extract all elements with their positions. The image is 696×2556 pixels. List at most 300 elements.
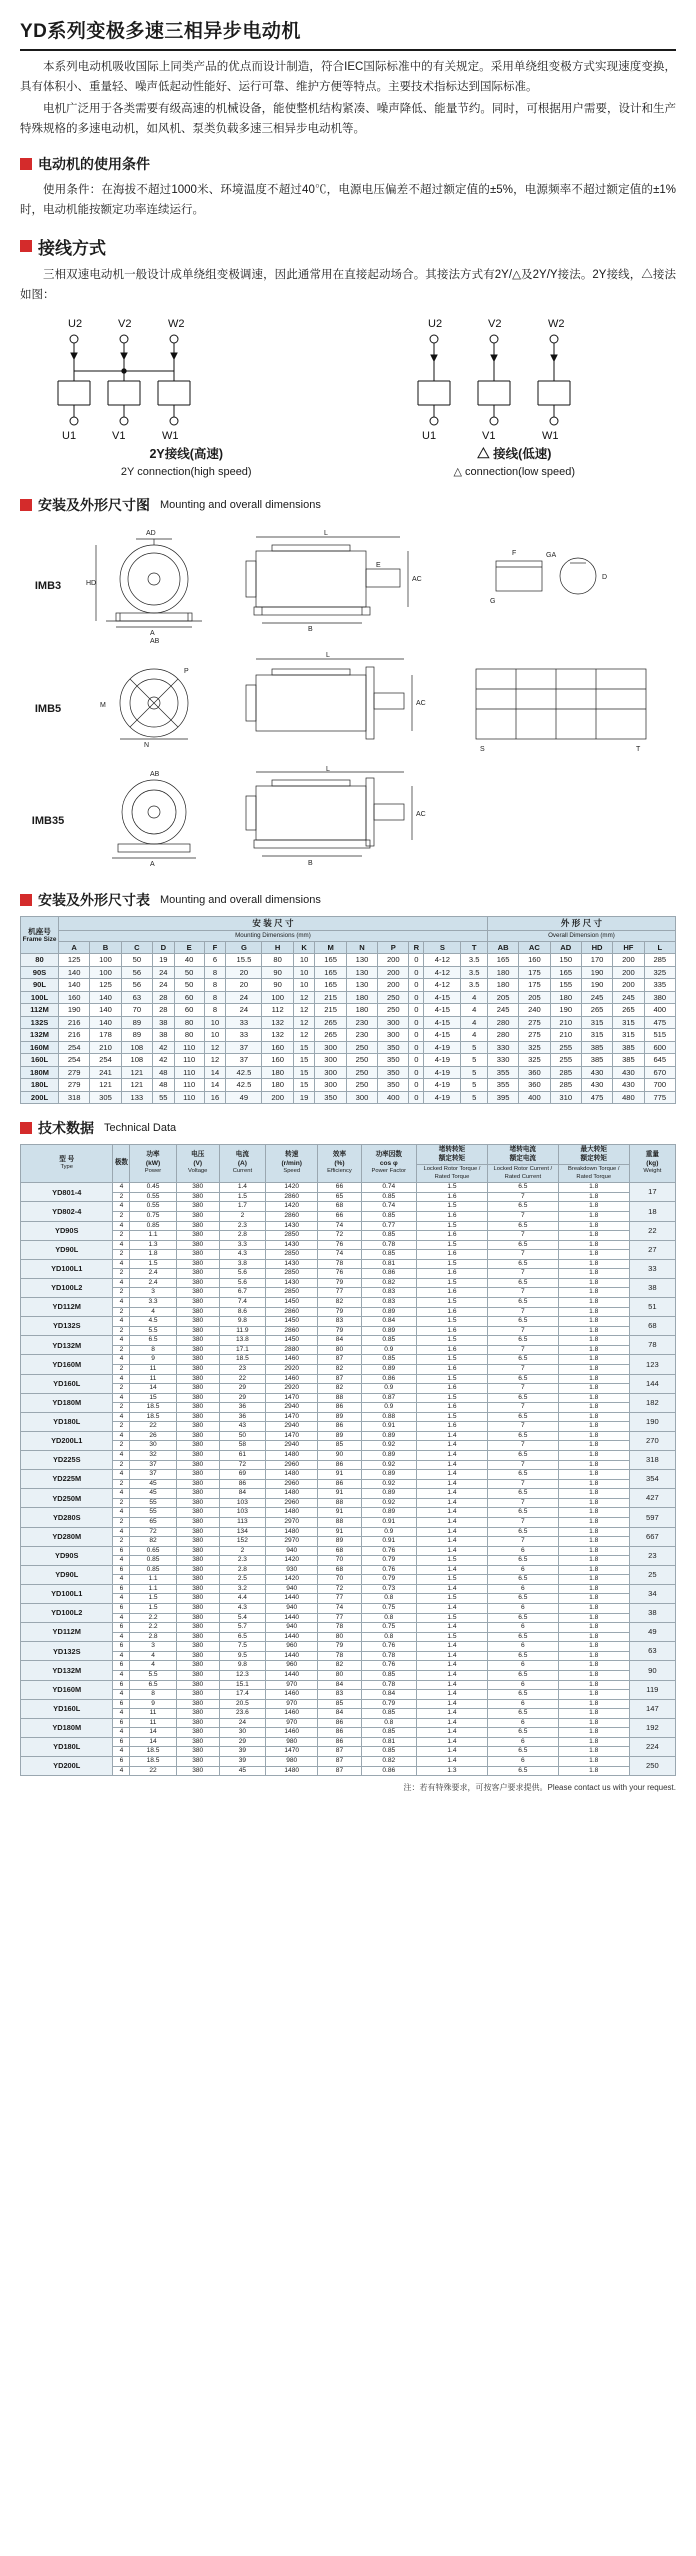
tech-cell-lt: 1.4 bbox=[417, 1537, 488, 1547]
tech-cell-cur: 1.4 bbox=[219, 1183, 265, 1193]
tech-cell-eff: 78 bbox=[318, 1651, 361, 1661]
tech-cell-v: 380 bbox=[176, 1527, 219, 1537]
tech-cell-eff: 79 bbox=[318, 1642, 361, 1652]
tech-th-efficiency bbox=[318, 1145, 361, 1183]
tech-cell-bt: 1.8 bbox=[558, 1441, 629, 1451]
weight-cell: 147 bbox=[629, 1699, 675, 1718]
tech-cell-rpm: 940 bbox=[266, 1623, 318, 1633]
tech-cell-cur: 103 bbox=[219, 1498, 265, 1508]
dim-cell: 0 bbox=[409, 979, 424, 991]
tech-th-breakdown-torque bbox=[558, 1145, 629, 1165]
tech-cell-cur: 7.5 bbox=[219, 1642, 265, 1652]
motor-type-cell: YD100L2 bbox=[21, 1604, 113, 1623]
tech-cell-cur: 5.4 bbox=[219, 1613, 265, 1623]
tech-cell-eff: 80 bbox=[318, 1632, 361, 1642]
tech-cell-rpm: 1480 bbox=[266, 1508, 318, 1518]
tech-cell-bt: 1.8 bbox=[558, 1670, 629, 1680]
dim-cell: 160 bbox=[519, 954, 550, 966]
frame-size-cell: 200L bbox=[21, 1091, 59, 1103]
tech-cell-p: 2 bbox=[113, 1345, 130, 1355]
dim-cell: 4-12 bbox=[424, 966, 461, 978]
tech-cell-pf: 0.78 bbox=[361, 1680, 416, 1690]
dim-cell: 300 bbox=[378, 1016, 409, 1028]
dim-cell: 430 bbox=[581, 1079, 612, 1091]
dim-col-ac: AC bbox=[519, 941, 550, 953]
tech-cell-rpm: 960 bbox=[266, 1661, 318, 1671]
tech-cell-lc: 6 bbox=[487, 1565, 558, 1575]
dim-cell: 140 bbox=[59, 966, 90, 978]
dim-cell: 255 bbox=[550, 1041, 581, 1053]
tech-cell-pf: 0.78 bbox=[361, 1240, 416, 1250]
tech-cell-eff: 88 bbox=[318, 1517, 361, 1527]
motor-type-cell: YD160M bbox=[21, 1355, 113, 1374]
tech-cell-eff: 91 bbox=[318, 1489, 361, 1499]
dim-cell: 240 bbox=[519, 1004, 550, 1016]
tech-th-type-en: Type bbox=[60, 1164, 74, 1171]
tech-cell-v: 380 bbox=[176, 1336, 219, 1346]
tech-cell-pf: 0.89 bbox=[361, 1489, 416, 1499]
tech-cell-lt: 1.6 bbox=[417, 1250, 488, 1260]
dim-cell: 110 bbox=[174, 1054, 204, 1066]
tech-cell-eff: 79 bbox=[318, 1326, 361, 1336]
tech-cell-v: 380 bbox=[176, 1259, 219, 1269]
tech-cell-bt: 1.8 bbox=[558, 1183, 629, 1193]
tech-cell-lt: 1.3 bbox=[417, 1766, 488, 1776]
weight-cell: 51 bbox=[629, 1298, 675, 1317]
section-heading-tech bbox=[20, 1118, 676, 1138]
dim-cell: 0 bbox=[409, 991, 424, 1003]
tech-cell-bt: 1.8 bbox=[558, 1757, 629, 1767]
tech-cell-rpm: 1480 bbox=[266, 1527, 318, 1537]
tech-cell-lc: 6.5 bbox=[487, 1317, 558, 1327]
tech-cell-lc: 6 bbox=[487, 1699, 558, 1709]
dim-cell: 385 bbox=[613, 1054, 644, 1066]
tech-cell-lt: 1.5 bbox=[417, 1632, 488, 1642]
weight-cell: 18 bbox=[629, 1202, 675, 1221]
tech-cell-pf: 0.82 bbox=[361, 1278, 416, 1288]
tech-cell-p: 4 bbox=[113, 1594, 130, 1604]
drawing-label-imb5: IMB5 bbox=[34, 702, 62, 715]
tech-cell-eff: 91 bbox=[318, 1508, 361, 1518]
tech-cell-bt: 1.8 bbox=[558, 1202, 629, 1212]
svg-text:HD: HD bbox=[86, 580, 97, 588]
tech-cell-pf: 0.8 bbox=[361, 1594, 416, 1604]
dim-cell: 380 bbox=[644, 991, 675, 1003]
tech-cell-p: 4 bbox=[113, 1470, 130, 1480]
tech-cell-bt: 1.8 bbox=[558, 1565, 629, 1575]
tech-cell-v: 380 bbox=[176, 1670, 219, 1680]
dim-cell: 20 bbox=[226, 966, 262, 978]
tech-th-current bbox=[219, 1145, 265, 1183]
tech-cell-v: 380 bbox=[176, 1240, 219, 1250]
table-row bbox=[21, 1202, 676, 1212]
table-row bbox=[21, 1004, 676, 1016]
dim-cell: 180 bbox=[346, 1004, 377, 1016]
wiring-diagram bbox=[20, 313, 676, 481]
tech-cell-v: 380 bbox=[176, 1537, 219, 1547]
dim-cell: 395 bbox=[487, 1091, 518, 1103]
tech-th-speed-cn: 转速 bbox=[285, 1151, 299, 1159]
tech-cell-bt: 1.8 bbox=[558, 1393, 629, 1403]
dim-cell: 350 bbox=[378, 1066, 409, 1078]
tech-th-speed bbox=[266, 1145, 318, 1183]
tech-cell-p: 4 bbox=[113, 1412, 130, 1422]
motor-type-cell: YD180M bbox=[21, 1718, 113, 1737]
tech-cell-cur: 39 bbox=[219, 1747, 265, 1757]
tech-cell-kw: 11 bbox=[130, 1709, 176, 1719]
dim-cell: 6 bbox=[204, 954, 226, 966]
dim-cell: 385 bbox=[613, 1041, 644, 1053]
drawing-label-imb3: IMB3 bbox=[34, 580, 62, 593]
tech-cell-v: 380 bbox=[176, 1355, 219, 1365]
dim-cell: 33 bbox=[226, 1016, 262, 1028]
tech-cell-lt: 1.5 bbox=[417, 1374, 488, 1384]
tech-cell-cur: 36 bbox=[219, 1403, 265, 1413]
tech-cell-pf: 0.92 bbox=[361, 1479, 416, 1489]
tech-cell-cur: 2 bbox=[219, 1546, 265, 1556]
tech-cell-v: 380 bbox=[176, 1575, 219, 1585]
tech-cell-eff: 66 bbox=[318, 1183, 361, 1193]
dim-cell: 180 bbox=[550, 991, 581, 1003]
tech-cell-pf: 0.89 bbox=[361, 1326, 416, 1336]
svg-text:L: L bbox=[324, 530, 328, 538]
tech-cell-v: 380 bbox=[176, 1412, 219, 1422]
dim-cell: 5 bbox=[461, 1079, 487, 1091]
tech-cell-bt: 1.8 bbox=[558, 1451, 629, 1461]
table-row bbox=[21, 1041, 676, 1053]
tech-cell-eff: 79 bbox=[318, 1278, 361, 1288]
tech-cell-p: 2 bbox=[113, 1288, 130, 1298]
tech-cell-cur: 3.2 bbox=[219, 1584, 265, 1594]
dim-cell: 0 bbox=[409, 1091, 424, 1103]
tech-cell-cur: 8.6 bbox=[219, 1307, 265, 1317]
dim-cell: 280 bbox=[487, 1029, 518, 1041]
dim-cell: 200 bbox=[378, 954, 409, 966]
dim-cell: 250 bbox=[346, 1079, 377, 1091]
tech-cell-lc: 6.5 bbox=[487, 1221, 558, 1231]
tech-cell-bt: 1.8 bbox=[558, 1422, 629, 1432]
dim-cell: 245 bbox=[613, 991, 644, 1003]
tech-cell-pf: 0.89 bbox=[361, 1364, 416, 1374]
dim-cell: 430 bbox=[581, 1066, 612, 1078]
dim-cell: 245 bbox=[581, 991, 612, 1003]
tech-cell-eff: 74 bbox=[318, 1221, 361, 1231]
tech-cell-pf: 0.85 bbox=[361, 1336, 416, 1346]
tech-cell-cur: 61 bbox=[219, 1451, 265, 1461]
tech-cell-rpm: 1470 bbox=[266, 1412, 318, 1422]
dim-cell: 89 bbox=[121, 1029, 152, 1041]
drawing-row-imb35 bbox=[20, 766, 676, 876]
weight-cell: 90 bbox=[629, 1661, 675, 1680]
motor-type-cell: YD180L bbox=[21, 1412, 113, 1431]
tech-cell-v: 380 bbox=[176, 1766, 219, 1776]
weight-cell: 22 bbox=[629, 1221, 675, 1240]
dim-cell: 300 bbox=[346, 1091, 377, 1103]
tech-cell-pf: 0.92 bbox=[361, 1460, 416, 1470]
dim-col-n: N bbox=[346, 941, 377, 953]
red-square-icon bbox=[20, 499, 32, 511]
weight-cell: 192 bbox=[629, 1718, 675, 1737]
tech-th-voltage bbox=[176, 1145, 219, 1183]
tech-cell-v: 380 bbox=[176, 1192, 219, 1202]
drawing-row-imb5 bbox=[20, 651, 676, 766]
tech-cell-eff: 91 bbox=[318, 1470, 361, 1480]
tech-cell-lc: 6.5 bbox=[487, 1393, 558, 1403]
tech-cell-eff: 74 bbox=[318, 1604, 361, 1614]
tech-cell-rpm: 1450 bbox=[266, 1298, 318, 1308]
tech-cell-kw: 2.2 bbox=[130, 1613, 176, 1623]
tech-cell-eff: 89 bbox=[318, 1431, 361, 1441]
dim-cell: 37 bbox=[226, 1054, 262, 1066]
label-w2-right: W2 bbox=[548, 318, 565, 330]
tech-cell-rpm: 2860 bbox=[266, 1326, 318, 1336]
tech-cell-lt: 1.4 bbox=[417, 1527, 488, 1537]
tech-cell-cur: 9.8 bbox=[219, 1317, 265, 1327]
tech-cell-bt: 1.8 bbox=[558, 1613, 629, 1623]
tech-cell-kw: 2.4 bbox=[130, 1278, 176, 1288]
tech-cell-rpm: 1420 bbox=[266, 1183, 318, 1193]
dim-cell: 254 bbox=[59, 1054, 90, 1066]
dim-cell: 12 bbox=[204, 1054, 226, 1066]
dim-th-frame-en: Frame Size bbox=[22, 936, 57, 944]
tech-cell-lt: 1.6 bbox=[417, 1307, 488, 1317]
tech-cell-cur: 2.3 bbox=[219, 1221, 265, 1231]
svg-text:AB: AB bbox=[150, 771, 160, 779]
tech-cell-pf: 0.79 bbox=[361, 1575, 416, 1585]
dim-cell: 250 bbox=[346, 1041, 377, 1053]
tech-cell-lt: 1.6 bbox=[417, 1384, 488, 1394]
tech-cell-lc: 6.5 bbox=[487, 1527, 558, 1537]
tech-cell-rpm: 1430 bbox=[266, 1259, 318, 1269]
dim-cell: 10 bbox=[204, 1016, 226, 1028]
tech-cell-v: 380 bbox=[176, 1326, 219, 1336]
tech-cell-lc: 6.5 bbox=[487, 1298, 558, 1308]
table-row bbox=[21, 1565, 676, 1575]
tech-cell-eff: 77 bbox=[318, 1594, 361, 1604]
tech-cell-p: 4 bbox=[113, 1183, 130, 1193]
table-row bbox=[21, 1451, 676, 1461]
tech-cell-kw: 4 bbox=[130, 1651, 176, 1661]
drawing-imb35-svg bbox=[76, 766, 676, 871]
dim-cell: 132 bbox=[262, 1029, 293, 1041]
dim-cell: 4 bbox=[461, 1004, 487, 1016]
tech-cell-rpm: 1440 bbox=[266, 1613, 318, 1623]
tech-cell-lc: 7 bbox=[487, 1231, 558, 1241]
tech-cell-v: 380 bbox=[176, 1364, 219, 1374]
tech-cell-v: 380 bbox=[176, 1374, 219, 1384]
tech-cell-eff: 70 bbox=[318, 1575, 361, 1585]
tech-cell-cur: 3.8 bbox=[219, 1259, 265, 1269]
tech-cell-kw: 9 bbox=[130, 1699, 176, 1709]
table-row bbox=[21, 1192, 676, 1202]
motor-type-cell: YD200L1 bbox=[21, 1431, 113, 1450]
tech-cell-v: 380 bbox=[176, 1431, 219, 1441]
tech-cell-p: 2 bbox=[113, 1460, 130, 1470]
table-row bbox=[21, 1288, 676, 1298]
tech-cell-lt: 1.4 bbox=[417, 1680, 488, 1690]
dim-cell: 4-19 bbox=[424, 1041, 461, 1053]
svg-text:AD: AD bbox=[146, 530, 156, 538]
tech-cell-p: 4 bbox=[113, 1221, 130, 1231]
tech-cell-p: 6 bbox=[113, 1623, 130, 1633]
tech-cell-cur: 1.5 bbox=[219, 1192, 265, 1202]
frame-size-cell: 132M bbox=[21, 1029, 59, 1041]
dim-cell: 310 bbox=[550, 1091, 581, 1103]
dim-cell: 4-15 bbox=[424, 1004, 461, 1016]
tech-cell-lt: 1.5 bbox=[417, 1240, 488, 1250]
tech-cell-pf: 0.89 bbox=[361, 1307, 416, 1317]
frame-size-cell: 100L bbox=[21, 991, 59, 1003]
tech-cell-rpm: 1430 bbox=[266, 1278, 318, 1288]
tech-cell-pf: 0.89 bbox=[361, 1451, 416, 1461]
dim-cell: 0 bbox=[409, 1079, 424, 1091]
wiring-caption-left-cn: 2Y接线(高速) bbox=[149, 447, 224, 461]
tech-cell-eff: 86 bbox=[318, 1479, 361, 1489]
tech-cell-rpm: 2860 bbox=[266, 1307, 318, 1317]
tech-cell-pf: 0.86 bbox=[361, 1269, 416, 1279]
tech-cell-cur: 9.5 bbox=[219, 1651, 265, 1661]
red-square-icon bbox=[20, 158, 32, 170]
tech-cell-rpm: 2920 bbox=[266, 1364, 318, 1374]
weight-cell: 38 bbox=[629, 1278, 675, 1297]
tech-cell-rpm: 970 bbox=[266, 1718, 318, 1728]
tech-cell-rpm: 2970 bbox=[266, 1537, 318, 1547]
tech-cell-lt: 1.5 bbox=[417, 1298, 488, 1308]
tech-cell-bt: 1.8 bbox=[558, 1709, 629, 1719]
tech-th-powerfactor-en: Power Factor bbox=[371, 1168, 407, 1175]
tech-cell-lc: 7 bbox=[487, 1288, 558, 1298]
tech-cell-kw: 18.5 bbox=[130, 1403, 176, 1413]
tech-cell-v: 380 bbox=[176, 1422, 219, 1432]
tech-cell-lc: 6.5 bbox=[487, 1747, 558, 1757]
motor-type-cell: YD132M bbox=[21, 1336, 113, 1355]
svg-text:F: F bbox=[512, 550, 517, 558]
dim-col-a: A bbox=[59, 941, 90, 953]
tech-cell-lt: 1.5 bbox=[417, 1613, 488, 1623]
tech-cell-rpm: 960 bbox=[266, 1642, 318, 1652]
tech-cell-rpm: 1420 bbox=[266, 1202, 318, 1212]
weight-cell: 182 bbox=[629, 1393, 675, 1412]
svg-text:A: A bbox=[150, 861, 155, 869]
tech-th-weight-unit: (kg) bbox=[646, 1159, 659, 1167]
tech-cell-kw: 37 bbox=[130, 1460, 176, 1470]
tech-cell-lt: 1.5 bbox=[417, 1336, 488, 1346]
wiring-paragraph: 三相双速电动机一般设计成单绕组变极调速，因此通常用在直接起动场合。其接法方式有2Y/△及2Y/Y接法。2Y接线，△接法如图： bbox=[20, 268, 676, 301]
tech-cell-v: 380 bbox=[176, 1728, 219, 1738]
tech-cell-lt: 1.6 bbox=[417, 1192, 488, 1202]
dim-cell: 400 bbox=[519, 1091, 550, 1103]
tech-cell-eff: 89 bbox=[318, 1412, 361, 1422]
section-heading-conditions bbox=[20, 154, 676, 174]
tech-cell-cur: 2.8 bbox=[219, 1565, 265, 1575]
tech-cell-kw: 0.55 bbox=[130, 1192, 176, 1202]
tech-cell-lt: 1.6 bbox=[417, 1345, 488, 1355]
tech-cell-bt: 1.8 bbox=[558, 1278, 629, 1288]
tech-th-speed-en: Speed bbox=[283, 1168, 301, 1175]
tech-cell-pf: 0.82 bbox=[361, 1757, 416, 1767]
red-square-icon bbox=[20, 1122, 32, 1134]
tech-cell-bt: 1.8 bbox=[558, 1364, 629, 1374]
weight-cell: 23 bbox=[629, 1546, 675, 1565]
tech-cell-cur: 39 bbox=[219, 1757, 265, 1767]
tech-th-speed-unit: (r/min) bbox=[281, 1159, 302, 1167]
dim-cell: 210 bbox=[550, 1016, 581, 1028]
dim-cell: 350 bbox=[378, 1041, 409, 1053]
tech-cell-p: 4 bbox=[113, 1709, 130, 1719]
dim-cell: 165 bbox=[487, 954, 518, 966]
dim-cell: 90 bbox=[262, 979, 293, 991]
tech-cell-v: 380 bbox=[176, 1317, 219, 1327]
tech-cell-kw: 1.1 bbox=[130, 1575, 176, 1585]
tech-cell-kw: 9 bbox=[130, 1355, 176, 1365]
weight-cell: 27 bbox=[629, 1240, 675, 1259]
tech-cell-pf: 0.89 bbox=[361, 1508, 416, 1518]
tech-cell-p: 2 bbox=[113, 1498, 130, 1508]
dim-cell: 385 bbox=[581, 1041, 612, 1053]
tech-cell-cur: 1.7 bbox=[219, 1202, 265, 1212]
dim-cell: 241 bbox=[90, 1066, 121, 1078]
tech-cell-rpm: 940 bbox=[266, 1584, 318, 1594]
dim-cell: 430 bbox=[613, 1079, 644, 1091]
dim-cell: 121 bbox=[121, 1079, 152, 1091]
tech-cell-kw: 37 bbox=[130, 1470, 176, 1480]
tech-cell-pf: 0.85 bbox=[361, 1747, 416, 1757]
dim-cell: 0 bbox=[409, 1004, 424, 1016]
motor-type-cell: YD160M bbox=[21, 1680, 113, 1699]
svg-text:AC: AC bbox=[416, 700, 426, 708]
tech-cell-v: 380 bbox=[176, 1460, 219, 1470]
tech-th-efficiency-en: Efficiency bbox=[327, 1168, 352, 1175]
dim-cell: 8 bbox=[204, 979, 226, 991]
tech-cell-cur: 22 bbox=[219, 1374, 265, 1384]
tech-cell-bt: 1.8 bbox=[558, 1489, 629, 1499]
dim-cell: 10 bbox=[293, 954, 315, 966]
table-row bbox=[21, 1317, 676, 1327]
tech-cell-lc: 6.5 bbox=[487, 1431, 558, 1441]
dim-cell: 14 bbox=[204, 1066, 226, 1078]
tech-cell-pf: 0.76 bbox=[361, 1661, 416, 1671]
tech-cell-pf: 0.78 bbox=[361, 1651, 416, 1661]
dim-cell: 250 bbox=[378, 991, 409, 1003]
svg-text:L: L bbox=[326, 766, 330, 774]
tech-cell-eff: 87 bbox=[318, 1355, 361, 1365]
tech-cell-bt: 1.8 bbox=[558, 1680, 629, 1690]
red-square-icon bbox=[20, 894, 32, 906]
svg-text:A: A bbox=[150, 630, 155, 638]
tech-cell-kw: 32 bbox=[130, 1451, 176, 1461]
tech-cell-bt: 1.8 bbox=[558, 1604, 629, 1614]
tech-cell-v: 380 bbox=[176, 1470, 219, 1480]
dim-cell: 4-19 bbox=[424, 1066, 461, 1078]
tech-cell-v: 380 bbox=[176, 1604, 219, 1614]
tech-cell-lt: 1.6 bbox=[417, 1422, 488, 1432]
tech-cell-p: 2 bbox=[113, 1403, 130, 1413]
dim-cell: 4-19 bbox=[424, 1054, 461, 1066]
tech-cell-rpm: 1480 bbox=[266, 1766, 318, 1776]
tech-cell-cur: 36 bbox=[219, 1412, 265, 1422]
tech-cell-v: 380 bbox=[176, 1278, 219, 1288]
tech-cell-bt: 1.8 bbox=[558, 1737, 629, 1747]
dim-cell: 55 bbox=[152, 1091, 174, 1103]
svg-text:GA: GA bbox=[546, 552, 557, 560]
tech-cell-eff: 90 bbox=[318, 1451, 361, 1461]
tech-cell-cur: 69 bbox=[219, 1470, 265, 1480]
tech-th-powerfactor-cn: 功率因数 bbox=[375, 1151, 402, 1159]
svg-text:AC: AC bbox=[412, 576, 422, 584]
label-v1-left: V1 bbox=[112, 430, 126, 442]
tech-cell-lc: 6.5 bbox=[487, 1632, 558, 1642]
tech-cell-rpm: 1470 bbox=[266, 1747, 318, 1757]
